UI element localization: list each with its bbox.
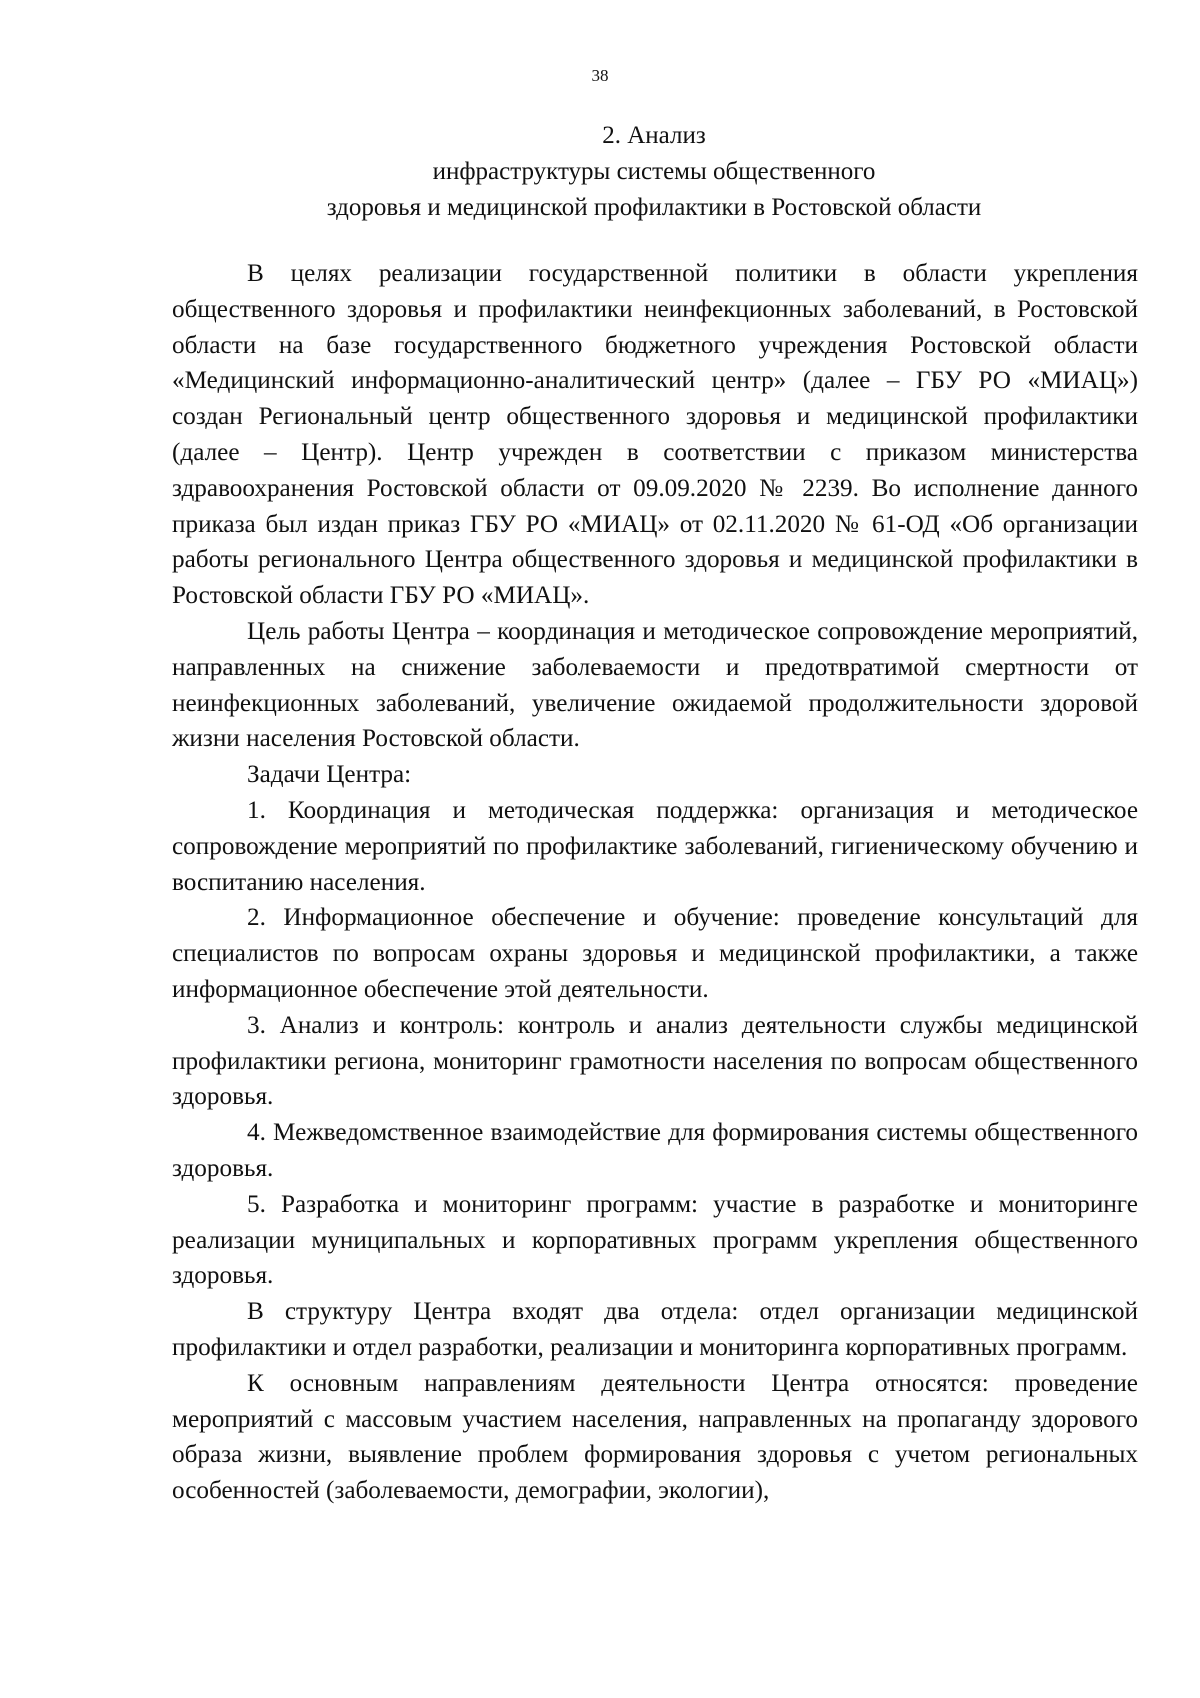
body-text <box>172 256 1138 1509</box>
paragraph-tasks-heading: Задачи Центра: <box>247 761 412 789</box>
paragraph-goal: Цель работы Центра – координация и методическое сопровождение мероприятий, направленных на снижение заболеваемости и предотвратимой смертности от неинфекционных заболеваний, увеличение ожидаемой продолжительности здоровой жизни населения Ростовской области. <box>172 617 1138 753</box>
page-number: 38 <box>591 66 609 85</box>
paragraph-task-2: 2. Информационное обеспечение и обучение: проведение консультаций для специалистов по вопросам охраны здоровья и медицинской профилактики, а также информационное обеспечение этой деятельности. <box>172 904 1138 1003</box>
paragraph-task-1: 1. Координация и методическая поддержка: организация и методическое сопровождение мероприятий по профилактике заболеваний, гигиеническому обучению и воспитанию населения. <box>172 796 1138 896</box>
heading-line-1: 2. Анализ <box>602 122 706 149</box>
paragraph-task-5: 5. Разработка и мониторинг программ: участие в разработке и мониторинге реализации муниципальных и корпоративных программ укрепления общественного здоровья. <box>172 1190 1138 1290</box>
heading-line-3: здоровья и медицинской профилактики в Ростовской области <box>326 194 982 221</box>
heading-line-2: инфраструктуры системы общественного <box>432 158 876 185</box>
paragraph-task-4: 4. Межведомственное взаимодействие для формирования системы общественного здоровья. <box>172 1119 1138 1182</box>
paragraph-directions: К основным направлениям деятельности Центра относятся: проведение мероприятий с массовым участием населения, направленных на пропаганду здорового образа жизни, выявление проблем формирования здоровья с учетом региональных особенностей (заболеваемости, демографии, экологии), <box>172 1369 1138 1505</box>
paragraph-structure: В структуру Центра входят два отдела: отдел организации медицинской профилактики и отдел разработки, реализации и мониторинга корпоративных программ. <box>172 1298 1138 1361</box>
paragraph-task-3: 3. Анализ и контроль: контроль и анализ деятельности службы медицинской профилактики региона, мониторинг грамотности населения по вопросам общественного здоровья. <box>172 1011 1138 1111</box>
section-heading <box>170 118 1138 226</box>
paragraph-intro: В целях реализации государственной политики в области укрепления общественного здоровья и профилактики неинфекционных заболеваний, в Ростовской области на базе государственного бюджетного учреждения Ростовской области «Медицинский информационно-аналитический центр» (далее – ГБУ РО «МИАЦ») создан Региональный центр общественного здоровья и медицинской профилактики (далее – Центр). Центр учрежден в соответствии с приказом министерства здравоохранения Ростовской области от 09.09.2020 № 2239. Во исполнение данного приказа был издан приказ ГБУ РО «МИАЦ» от 02.11.2020 № 61-ОД «Об организации работы регионального Центра общественного здоровья и медицинской профилактики в Ростовской области ГБУ РО «МИАЦ». <box>172 260 1138 610</box>
